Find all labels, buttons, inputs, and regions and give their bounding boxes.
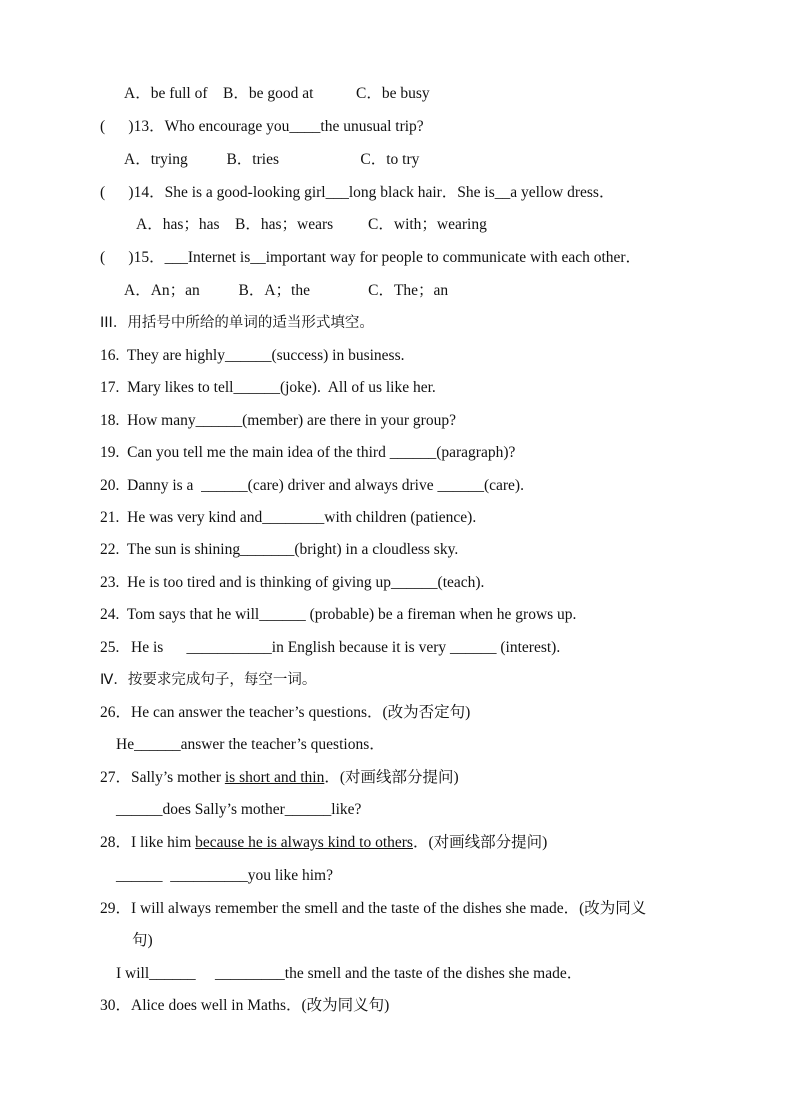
q21: 21. He was very kind and________with children (patience). [100, 509, 477, 526]
q28-underlined: because he is always kind to others [195, 834, 413, 851]
q26: 26．He can answer the teacher’s questions．(改为否定句) [100, 704, 471, 721]
q28-prefix: 28．I like him [100, 834, 196, 851]
q27-prefix: 27．Sally’s mother [100, 769, 225, 786]
q29-answer: I will______ _________the smell and the taste of the dishes she made． [116, 965, 583, 982]
q17: 17. Mary likes to tell______(joke). All of us like her. [100, 379, 436, 396]
q13-options: A．trying B．tries C．to try [124, 151, 420, 168]
q22: 22. The sun is shining_______(bright) in a cloudless sky. [100, 541, 459, 558]
q29: 29．I will always remember the smell and the taste of the dishes she made．(改为同义 [100, 900, 647, 917]
q28 [100, 833, 547, 853]
q23: 23. He is too tired and is thinking of giving up______(teach). [100, 574, 485, 591]
q27-suffix: ．(对画线部分提问) [324, 769, 459, 786]
q15-question: ( )15．___Internet is__important way for people to communicate with each other． [100, 249, 642, 266]
q25: 25. He is ___________in English because it is very ______ (interest). [100, 639, 561, 656]
q14-options: A．has；has B．has；wears C．with；wearing [136, 216, 487, 233]
q26-answer: He______answer the teacher’s questions． [116, 736, 385, 753]
q29-continued: 句) [132, 932, 153, 949]
q16: 16. They are highly______(success) in business. [100, 347, 405, 364]
q27-answer: ______does Sally’s mother______like? [116, 801, 362, 818]
q20: 20. Danny is a ______(care) driver and always drive ______(care). [100, 477, 524, 494]
section-iii-heading: III．用括号中所给的单词的适当形式填空。 [100, 315, 374, 331]
q28-answer: ______ __________you like him? [116, 867, 333, 884]
q19: 19. Can you tell me the main idea of the third ______(paragraph)? [100, 444, 516, 461]
q18: 18. How many______(member) are there in your group? [100, 412, 456, 429]
q14-question: ( )14．She is a good-looking girl___long black hair．She is__a yellow dress． [100, 184, 615, 201]
q15-options: A．An；an B．A；the C．The；an [124, 282, 449, 299]
q24: 24. Tom says that he will______ (probable) be a fireman when he grows up. [100, 606, 577, 623]
q27 [100, 768, 459, 788]
q30: 30．Alice does well in Maths．(改为同义句) [100, 997, 390, 1014]
q13-question: ( )13．Who encourage you____the unusual trip? [100, 118, 424, 135]
q28-suffix: ．(对画线部分提问) [412, 834, 548, 851]
q27-underlined: is short and thin [224, 769, 325, 786]
section-iv-heading: Ⅳ．按要求完成句子，每空一词。 [100, 672, 317, 688]
q12-options: A．be full of B．be good at C．be busy [124, 85, 430, 102]
